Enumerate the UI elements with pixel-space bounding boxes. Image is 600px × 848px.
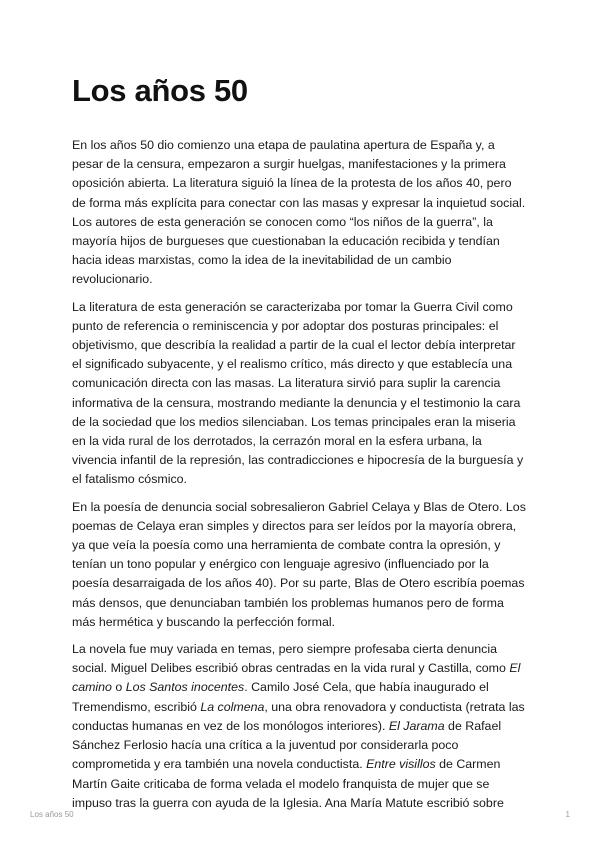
italic-title: El camino: [72, 661, 521, 695]
text-run: o: [111, 680, 126, 695]
paragraph: [72, 498, 528, 632]
text-run: . Camilo José Cela, que había inaugurado el Tremendismo, escribió: [72, 680, 489, 714]
page-number: 1: [565, 810, 570, 819]
text-run: de Rafael Sánchez Ferlosio hacía una crítica a la juventud por considerarla poco comprometida y era también una novela conductista.: [72, 718, 502, 772]
italic-title: La colmena: [200, 699, 265, 714]
text-run: En los años 50 dio comienzo una etapa de paulatina apertura de España y, a pesar de la censura, empezaron a surgir huelgas, manifestaciones y la primera oposición abierta. La literatura siguió la línea de la protesta de los años 40, pero de forma más explícita para conectar con las masas y expresar la inquietud social. Los autores de esta generación se conocen como “los niños de la guerra”, la mayoría hijos de burgueses que cuestionaban la educación recibida y tendían hacia ideas marxistas, como la idea de la inevitabilidad de un cambio revolucionario.: [72, 138, 526, 287]
text-run: , una obra renovadora y conductista (retrata las conductas humanas en vez de los monólogos interiores).: [72, 699, 525, 733]
italic-title: Entre visillos: [366, 757, 436, 772]
paragraph: [72, 298, 528, 490]
text-run: La novela fue muy variada en temas, pero siempre profesaba cierta denuncia social. Miguel Delibes escribió obras centradas en la vida rural y Castilla, como: [72, 642, 510, 676]
footer-title: Los años 50: [30, 810, 74, 819]
italic-title: El Jarama: [388, 718, 445, 733]
paragraph: [72, 136, 528, 290]
page-title: Los años 50: [72, 73, 248, 108]
text-run: La literatura de esta generación se caracterizaba por tomar la Guerra Civil como punto de referencia o reminiscencia y por adoptar dos posturas principales: el objetivismo, que describía la realidad a partir de la cual el lector debía interpretar el significado subyacente, y el realismo crítico, más directo y que establecía una comunicación directa con las masas. La literatura sirvió para suplir la carencia informativa de la censura, mostrando mediante la denuncia y el testimonio la cara de la sociedad que los medios silenciaban. Los temas principales eran la miseria en la vida rural de los derrotados, la cerrazón moral en la esfera urbana, la vivencia infantil de la represión, las contradicciones e hipocresía de la burguesía y el fatalismo cósmico.: [72, 299, 524, 487]
text-run: de Carmen Martín Gaite criticaba de forma velada el modelo franquista de mujer que se impuso tras la guerra con ayuda de la Iglesia. Ana María Matute escribió sobre: [72, 757, 504, 810]
italic-title: Los Santos inocentes: [125, 680, 245, 695]
paragraph: [72, 640, 528, 813]
text-run: En la poesía de denuncia social sobresalieron Gabriel Celaya y Blas de Otero. Los poemas de Celaya eran simples y directos para ser leídos por la mayoría obrera, ya que veía la poesía como una herramienta de combate contra la opresión, y tenían un tono popular y enérgico con lenguaje agresivo (influenciado por la poesía desarraigada de los años 40). Por su parte, Blas de Otero escribía poemas más densos, que denunciaban también los problemas humanos pero de forma más hermética y buscando la perfección formal.: [72, 499, 526, 629]
document-body: [72, 136, 528, 821]
